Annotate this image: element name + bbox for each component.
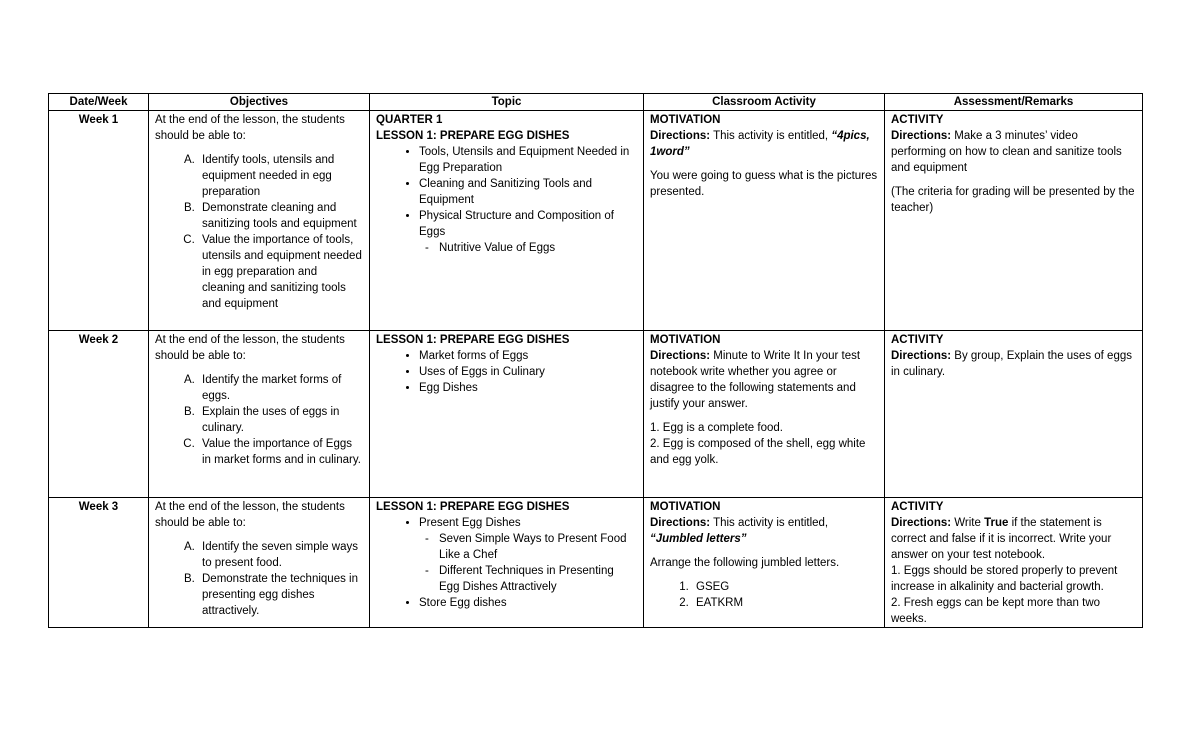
assessment-note: (The criteria for grading will be presented by the teacher)	[891, 186, 1135, 214]
activity-directions	[650, 128, 878, 160]
directions-text: This activity is entitled,	[710, 130, 832, 142]
directions-label: Directions:	[650, 350, 711, 362]
topic-item: • Cleaning and Sanitizing Tools and Equipment	[419, 176, 637, 208]
table-row	[49, 331, 1143, 498]
topic-cell	[370, 111, 644, 331]
objectives-list	[155, 372, 363, 468]
header-date-week: Date/Week	[49, 94, 149, 111]
assessment-directions	[891, 348, 1136, 380]
objective-item: B. Demonstrate the techniques in presenting egg dishes attractively.	[198, 571, 363, 619]
objective-item: B. Demonstrate cleaning and sanitizing tools and equipment	[198, 200, 363, 232]
objectives-intro: At the end of the lesson, the students should be able to:	[155, 501, 345, 529]
week-label: Week 3	[49, 498, 149, 628]
lesson-plan-table	[48, 93, 1143, 628]
topic-subitem	[425, 563, 637, 595]
activity-title: “4pics, 1word”	[650, 130, 870, 158]
assessment-item: 1. Eggs should be stored properly to prevent increase in alkalinity and bacterial growth.	[891, 565, 1118, 593]
week-label: Week 1	[49, 111, 149, 331]
directions-label: Directions:	[650, 517, 711, 529]
topic-lesson: LESSON 1: PREPARE EGG DISHES	[376, 130, 570, 142]
header-assessment-remarks: Assessment/Remarks	[885, 94, 1143, 111]
header-row	[49, 94, 1143, 111]
topic-item: • Uses of Eggs in Culinary	[419, 364, 637, 380]
topic-item	[419, 515, 637, 595]
topic-subitem-text: Different Techniques in Presenting Egg Dishes Attractively	[439, 565, 614, 593]
activity-cell	[644, 498, 885, 628]
directions-text: if the statement is correct and false if it is incorrect. Write your answer on your test notebook.	[891, 517, 1112, 561]
objective-item: C. Value the importance of tools, utensils and equipment needed in egg preparation and cleaning and sanitizing tools and equipment	[198, 232, 363, 312]
objectives-list	[155, 539, 363, 619]
activity-body: Arrange the following jumbled letters.	[650, 557, 840, 569]
assessment-directions	[891, 515, 1136, 563]
topic-item: • Tools, Utensils and Equipment Needed in Egg Preparation	[419, 144, 637, 176]
topic-item-text: Present Egg Dishes	[419, 517, 521, 529]
directions-label: Directions:	[650, 130, 711, 142]
directions-text: Minute to Write It In your test notebook write whether you agree or disagree to the following statements and justify your answer.	[650, 350, 861, 410]
assessment-cell	[885, 498, 1143, 628]
assessment-heading: ACTIVITY	[891, 501, 944, 513]
activity-heading: MOTIVATION	[650, 334, 721, 346]
table-row	[49, 498, 1143, 628]
topic-subitem-text: Seven Simple Ways to Present Food Like a Chef	[439, 533, 627, 561]
objective-item: B. Explain the uses of eggs in culinary.	[198, 404, 363, 436]
objectives-intro: At the end of the lesson, the students should be able to:	[155, 114, 345, 142]
topic-item-text: Physical Structure and Composition of Eggs	[419, 210, 614, 238]
table-row	[49, 111, 1143, 331]
directions-label: Directions:	[891, 517, 952, 529]
true-keyword: True	[984, 517, 1009, 529]
objective-item: A. Identify tools, utensils and equipment needed in egg preparation	[198, 152, 363, 200]
topic-list	[376, 348, 637, 396]
objectives-cell	[149, 498, 370, 628]
topic-lesson: LESSON 1: PREPARE EGG DISHES	[376, 334, 570, 346]
assessment-cell	[885, 331, 1143, 498]
header-classroom-activity: Classroom Activity	[644, 94, 885, 111]
directions-text: Make a 3 minutes’ video performing on how to clean and sanitize tools and equipment	[891, 130, 1122, 174]
objective-item: C. Value the importance of Eggs in market forms and in culinary.	[198, 436, 363, 468]
topic-item	[419, 208, 637, 256]
topic-item: • Market forms of Eggs	[419, 348, 637, 364]
objectives-intro: At the end of the lesson, the students should be able to:	[155, 334, 345, 362]
topic-item: • Egg Dishes	[419, 380, 637, 396]
activity-directions	[650, 348, 878, 412]
topic-subitem	[425, 240, 637, 256]
topic-sublist	[419, 531, 637, 595]
assessment-heading: ACTIVITY	[891, 334, 944, 346]
header-objectives: Objectives	[149, 94, 370, 111]
activity-statement: 1. Egg is a complete food.	[650, 422, 783, 434]
topic-quarter: QUARTER 1	[376, 114, 443, 126]
dash-bullet: -	[425, 242, 429, 254]
activity-heading: MOTIVATION	[650, 501, 721, 513]
topic-cell	[370, 498, 644, 628]
jumbled-words-list	[650, 579, 878, 611]
objectives-cell	[149, 331, 370, 498]
topic-sublist	[419, 240, 637, 256]
directions-label: Directions:	[891, 130, 952, 142]
directions-text: By group, Explain the uses of eggs in culinary.	[891, 350, 1132, 378]
directions-label: Directions:	[891, 350, 952, 362]
topic-subitem-text: Nutritive Value of Eggs	[439, 242, 556, 254]
topic-cell	[370, 331, 644, 498]
topic-list	[376, 515, 637, 611]
header-topic: Topic	[370, 94, 644, 111]
dash-bullet: -	[425, 533, 429, 545]
topic-item: • Store Egg dishes	[419, 595, 637, 611]
jumbled-word: 1. GSEG	[692, 579, 878, 595]
assessment-item: 2. Fresh eggs can be kept more than two weeks.	[891, 597, 1101, 625]
activity-title: “Jumbled letters”	[650, 533, 747, 545]
activity-cell	[644, 111, 885, 331]
activity-heading: MOTIVATION	[650, 114, 721, 126]
activity-cell	[644, 331, 885, 498]
directions-text: Write	[951, 517, 985, 529]
assessment-heading: ACTIVITY	[891, 114, 944, 126]
assessment-directions	[891, 128, 1136, 176]
topic-subitem	[425, 531, 637, 563]
activity-directions	[650, 515, 878, 547]
objective-item: A. Identify the market forms of eggs.	[198, 372, 363, 404]
topic-lesson: LESSON 1: PREPARE EGG DISHES	[376, 501, 570, 513]
dash-bullet: -	[425, 565, 429, 577]
week-label: Week 2	[49, 331, 149, 498]
jumbled-word: 2. EATKRM	[692, 595, 878, 611]
activity-statement: 2. Egg is composed of the shell, egg white and egg yolk.	[650, 438, 866, 466]
objective-item: A. Identify the seven simple ways to present food.	[198, 539, 363, 571]
objectives-list	[155, 152, 363, 312]
topic-list	[376, 144, 637, 256]
directions-text: This activity is entitled,	[710, 517, 829, 529]
activity-body: You were going to guess what is the pictures presented.	[650, 170, 878, 198]
assessment-cell	[885, 111, 1143, 331]
objectives-cell	[149, 111, 370, 331]
